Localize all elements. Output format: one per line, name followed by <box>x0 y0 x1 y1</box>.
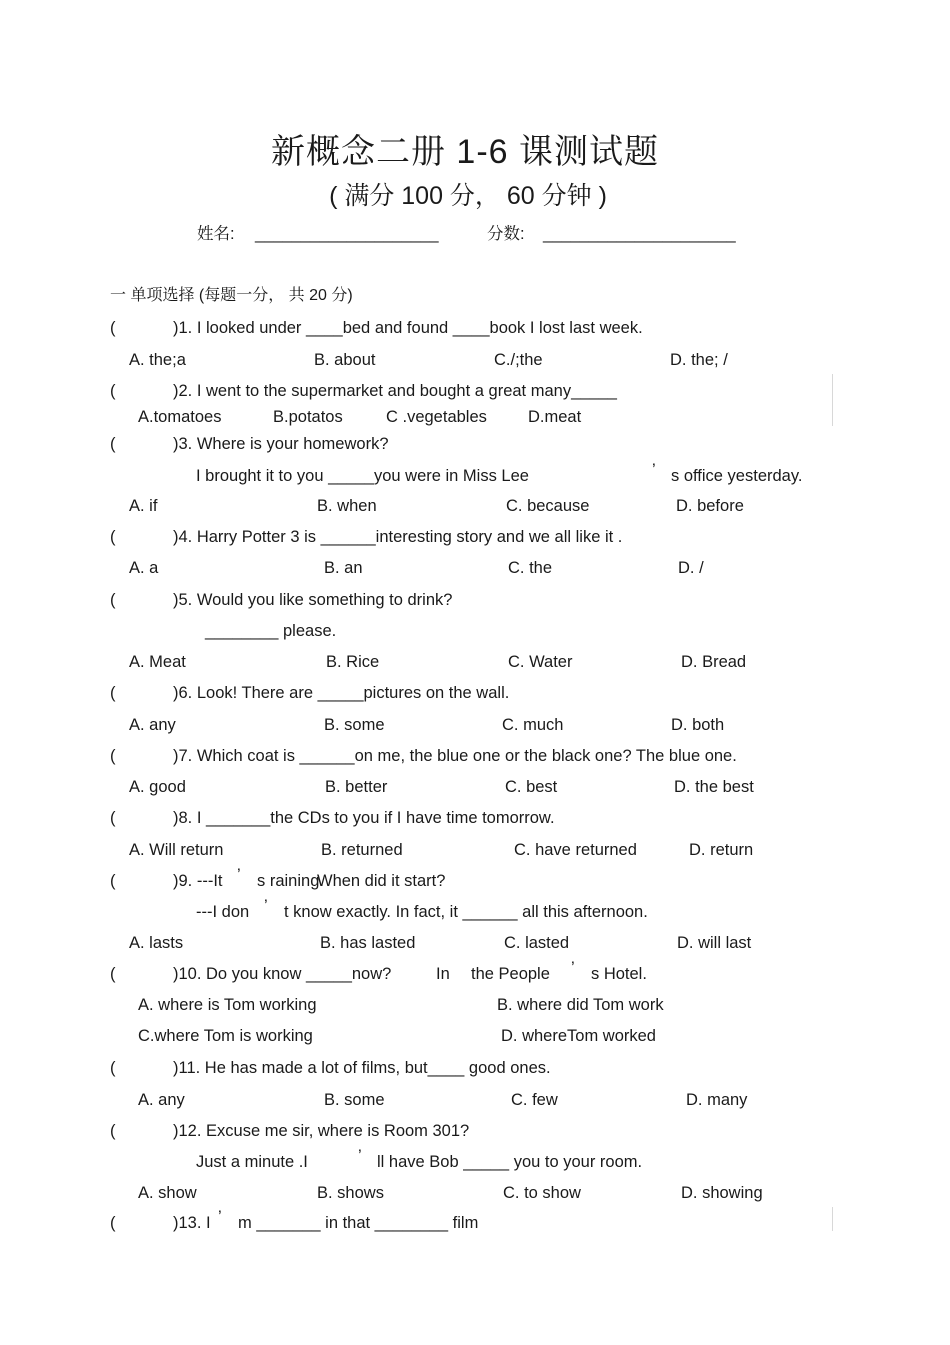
option-b: B. about <box>314 351 376 369</box>
question-subline: ---I don <box>196 903 250 921</box>
answer-paren: ( <box>110 591 116 609</box>
question-stem: )3. Where is your homework? <box>173 435 389 453</box>
option-b: B. better <box>325 778 388 796</box>
score-label: 分数: <box>487 225 525 243</box>
option-b: B. some <box>324 1091 385 1109</box>
answer-paren: ( <box>110 319 116 337</box>
question-stem: )9. ---It <box>173 872 223 890</box>
answer-paren: ( <box>110 1122 116 1140</box>
option-d: D. Bread <box>681 653 747 671</box>
option-d: D. return <box>689 841 754 859</box>
answer-paren: ( <box>110 1059 116 1077</box>
name-blank: ____________________ <box>255 225 439 243</box>
option-d: D. the best <box>674 778 754 796</box>
option-d: D. before <box>676 497 744 515</box>
answer-paren: ( <box>110 1214 116 1232</box>
option-a: A. any <box>138 1091 185 1109</box>
option-d: D. many <box>686 1091 748 1109</box>
option-a: A. any <box>129 716 176 734</box>
option-b: B. where did Tom work <box>497 996 664 1014</box>
apostrophe: ’ <box>237 866 241 884</box>
apostrophe: ’ <box>652 461 656 479</box>
option-c: C. to show <box>503 1184 581 1202</box>
question-stem-part: In <box>436 965 450 983</box>
question-stem: )11. He has made a lot of films, but____ good ones. <box>173 1059 551 1077</box>
answer-paren: ( <box>110 872 116 890</box>
question-subline: ________ please. <box>205 622 337 640</box>
option-b: B. when <box>317 497 377 515</box>
option-d: D. whereTom worked <box>501 1027 656 1045</box>
question-stem-part: When did it start? <box>317 872 446 890</box>
question-stem: )2. I went to the supermarket and bought a great many_____ <box>173 382 617 400</box>
option-b: B. an <box>324 559 363 577</box>
answer-paren: ( <box>110 435 116 453</box>
answer-paren: ( <box>110 809 116 827</box>
question-stem-part: m _______ in that ________ film <box>238 1214 479 1232</box>
apostrophe: ’ <box>264 897 268 915</box>
answer-paren: ( <box>110 965 116 983</box>
option-c: C. best <box>505 778 558 796</box>
option-c: C. because <box>506 497 590 515</box>
apostrophe: ’ <box>571 959 575 977</box>
apostrophe: ’ <box>218 1208 222 1226</box>
question-stem: )5. Would you like something to drink? <box>173 591 453 609</box>
question-subline: I brought it to you _____you were in Miss Lee <box>196 467 529 485</box>
option-c: C.where Tom is working <box>138 1027 313 1045</box>
option-b: B. has lasted <box>320 934 416 952</box>
option-a: A. the;a <box>129 351 186 369</box>
option-c: C. Water <box>508 653 573 671</box>
question-stem: )8. I _______the CDs to you if I have time tomorrow. <box>173 809 555 827</box>
page-edge-mark <box>832 374 833 426</box>
apostrophe: ’ <box>358 1147 362 1165</box>
option-a: A.tomatoes <box>138 408 222 426</box>
section-heading: 一 单项选择 (每题一分， 共 20 分) <box>110 287 353 304</box>
option-c: C. lasted <box>504 934 570 952</box>
option-d: D.meat <box>528 408 582 426</box>
option-a: A. Will return <box>129 841 224 859</box>
option-a: A. lasts <box>129 934 184 952</box>
option-d: D. both <box>671 716 725 734</box>
page-subtitle: ( 满分 100 分， 60 分钟 ) <box>329 182 607 210</box>
option-b: B.potatos <box>273 408 343 426</box>
question-stem-part: s raining. <box>257 872 324 890</box>
option-c: C .vegetables <box>386 408 487 426</box>
question-stem-part: the People <box>471 965 550 983</box>
question-stem: )4. Harry Potter 3 is ______interesting story and we all like it . <box>173 528 623 546</box>
page-edge-mark <box>832 1207 833 1231</box>
option-d: D. the; / <box>670 351 728 369</box>
option-b: B. Rice <box>326 653 380 671</box>
question-subline-end: ll have Bob _____ you to your room. <box>377 1153 643 1171</box>
question-subline: Just a minute .I <box>196 1153 308 1171</box>
question-stem: )6. Look! There are _____pictures on the wall. <box>173 684 510 702</box>
question-stem: )1. I looked under ____bed and found ____book I lost last week. <box>173 319 643 337</box>
question-stem: )12. Excuse me sir, where is Room 301? <box>173 1122 470 1140</box>
name-label: 姓名: <box>197 225 235 243</box>
option-c: C. few <box>511 1091 558 1109</box>
option-d: D. / <box>678 559 704 577</box>
question-subline-end: s office yesterday. <box>671 467 803 485</box>
question-subline-end: t know exactly. In fact, it ______ all this afternoon. <box>284 903 648 921</box>
option-b: B. shows <box>317 1184 384 1202</box>
option-a: A. where is Tom working <box>138 996 317 1014</box>
option-c: C. much <box>502 716 564 734</box>
option-a: A. a <box>129 559 159 577</box>
question-stem: )10. Do you know _____now? <box>173 965 392 983</box>
option-b: B. some <box>324 716 385 734</box>
option-c: C./;the <box>494 351 543 369</box>
answer-paren: ( <box>110 382 116 400</box>
question-stem: )7. Which coat is ______on me, the blue one or the black one? The blue one. <box>173 747 737 765</box>
option-a: A. Meat <box>129 653 186 671</box>
option-b: B. returned <box>321 841 403 859</box>
page-title: 新概念二册 1-6 课测试题 <box>270 133 660 171</box>
option-a: A. if <box>129 497 158 515</box>
option-d: D. will last <box>677 934 752 952</box>
score-blank: _____________________ <box>543 225 736 243</box>
option-a: A. show <box>138 1184 197 1202</box>
option-c: C. the <box>508 559 553 577</box>
option-a: A. good <box>129 778 186 796</box>
option-c: C. have returned <box>514 841 637 859</box>
answer-paren: ( <box>110 528 116 546</box>
answer-paren: ( <box>110 747 116 765</box>
option-d: D. showing <box>681 1184 763 1202</box>
answer-paren: ( <box>110 684 116 702</box>
question-stem: )13. I <box>173 1214 211 1232</box>
question-stem-part: s Hotel. <box>591 965 647 983</box>
